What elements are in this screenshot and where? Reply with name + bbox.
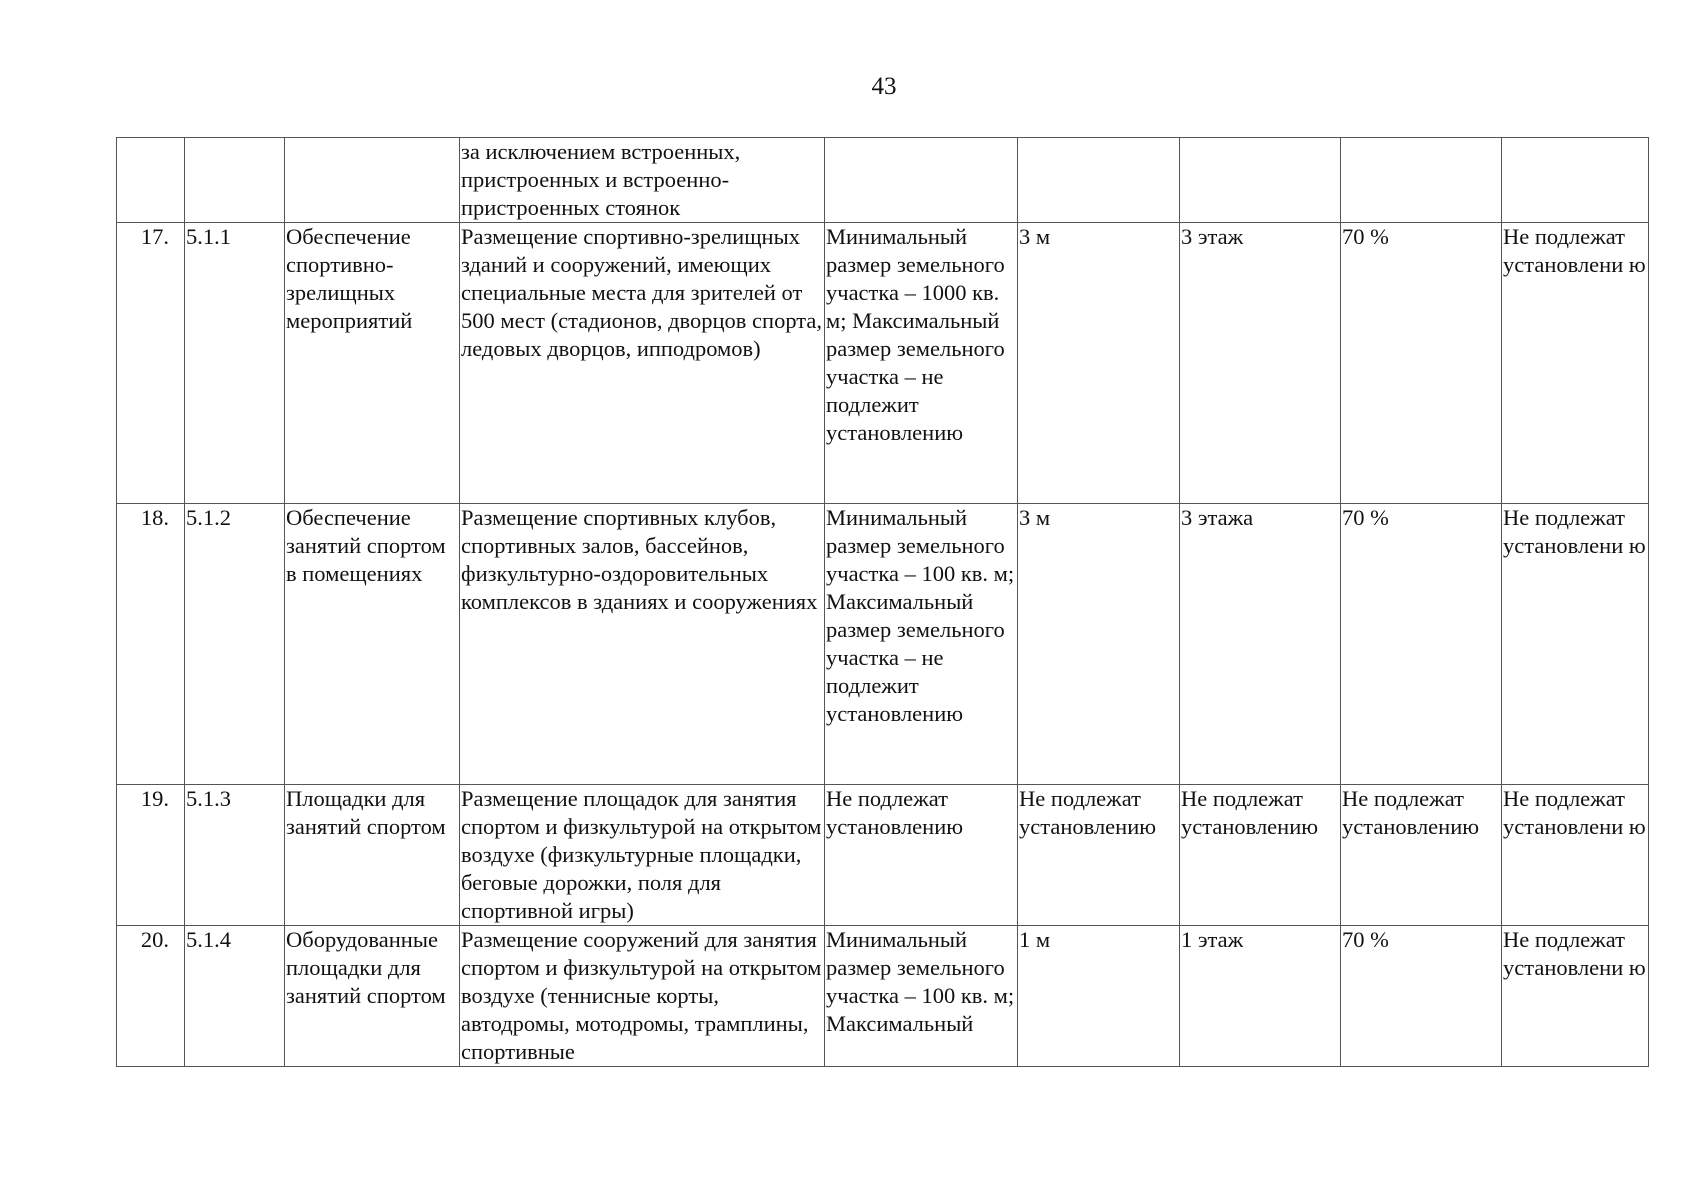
description-cell: Размещение площадок для занятия спортом и физкультурой на открытом воздухе (физкультурные площадки, беговые дорожки, поля для спортивной игры) — [460, 785, 825, 926]
description-cell: Размещение спортивных клубов, спортивных залов, бассейнов, физкультурно-оздоровительных комплексов в зданиях и сооружениях — [460, 504, 825, 785]
table-row — [117, 785, 1649, 926]
plot-size-cell: Минимальный размер земельного участка – 100 кв. м; Максимальный — [825, 926, 1018, 1067]
plot-size-cell: Минимальный размер земельного участка – 1000 кв. м; Максимальный размер земельного участка – не подлежит установлению — [825, 223, 1018, 504]
row-number-cell: 17. — [117, 223, 185, 504]
zoning-regulations-table — [116, 137, 1649, 1067]
row-number-cell — [117, 138, 185, 223]
floors-cell: 3 этажа — [1180, 504, 1341, 785]
setback-cell — [1018, 138, 1180, 223]
plot-size-cell: Минимальный размер земельного участка – 100 кв. м; Максимальный размер земельного участка – не подлежит установлению — [825, 504, 1018, 785]
other-limits-cell: Не подлежат установлени ю — [1502, 504, 1649, 785]
setback-cell: 1 м — [1018, 926, 1180, 1067]
use-name-cell: Площадки для занятий спортом — [285, 785, 460, 926]
other-limits-cell: Не подлежат установлени ю — [1502, 223, 1649, 504]
use-name-cell: Обеспечение спортивно-зрелищных мероприятий — [285, 223, 460, 504]
row-number-cell: 18. — [117, 504, 185, 785]
floors-cell: 1 этаж — [1180, 926, 1341, 1067]
code-cell — [185, 138, 285, 223]
coverage-cell: 70 % — [1341, 223, 1502, 504]
other-limits-cell: Не подлежат установлени ю — [1502, 926, 1649, 1067]
code-cell: 5.1.1 — [185, 223, 285, 504]
coverage-cell: 70 % — [1341, 504, 1502, 785]
coverage-cell — [1341, 138, 1502, 223]
table-row — [117, 138, 1649, 223]
coverage-cell: Не подлежат установлению — [1341, 785, 1502, 926]
floors-cell: Не подлежат установлению — [1180, 785, 1341, 926]
description-cell: за исключением встроенных, пристроенных и встроенно-пристроенных стоянок — [460, 138, 825, 223]
use-name-cell — [285, 138, 460, 223]
table-row — [117, 926, 1649, 1067]
code-cell: 5.1.3 — [185, 785, 285, 926]
description-cell: Размещение спортивно-зрелищных зданий и сооружений, имеющих специальные места для зрителей от 500 мест (стадионов, дворцов спорта, ледовых дворцов, ипподромов) — [460, 223, 825, 504]
use-name-cell: Оборудованные площадки для занятий спортом — [285, 926, 460, 1067]
other-limits-cell: Не подлежат установлени ю — [1502, 785, 1649, 926]
setback-cell: Не подлежат установлению — [1018, 785, 1180, 926]
page-number: 43 — [871, 73, 897, 100]
coverage-cell: 70 % — [1341, 926, 1502, 1067]
plot-size-cell: Не подлежат установлению — [825, 785, 1018, 926]
setback-cell: 3 м — [1018, 504, 1180, 785]
description-cell: Размещение сооружений для занятия спортом и физкультурой на открытом воздухе (теннисные корты, автодромы, мотодромы, трамплины, спортивные — [460, 926, 825, 1067]
row-number-cell: 20. — [117, 926, 185, 1067]
plot-size-cell — [825, 138, 1018, 223]
floors-cell: 3 этаж — [1180, 223, 1341, 504]
setback-cell: 3 м — [1018, 223, 1180, 504]
code-cell: 5.1.2 — [185, 504, 285, 785]
row-number-cell: 19. — [117, 785, 185, 926]
code-cell: 5.1.4 — [185, 926, 285, 1067]
table-row — [117, 223, 1649, 504]
table-row — [117, 504, 1649, 785]
other-limits-cell — [1502, 138, 1649, 223]
floors-cell — [1180, 138, 1341, 223]
use-name-cell: Обеспечение занятий спортом в помещениях — [285, 504, 460, 785]
